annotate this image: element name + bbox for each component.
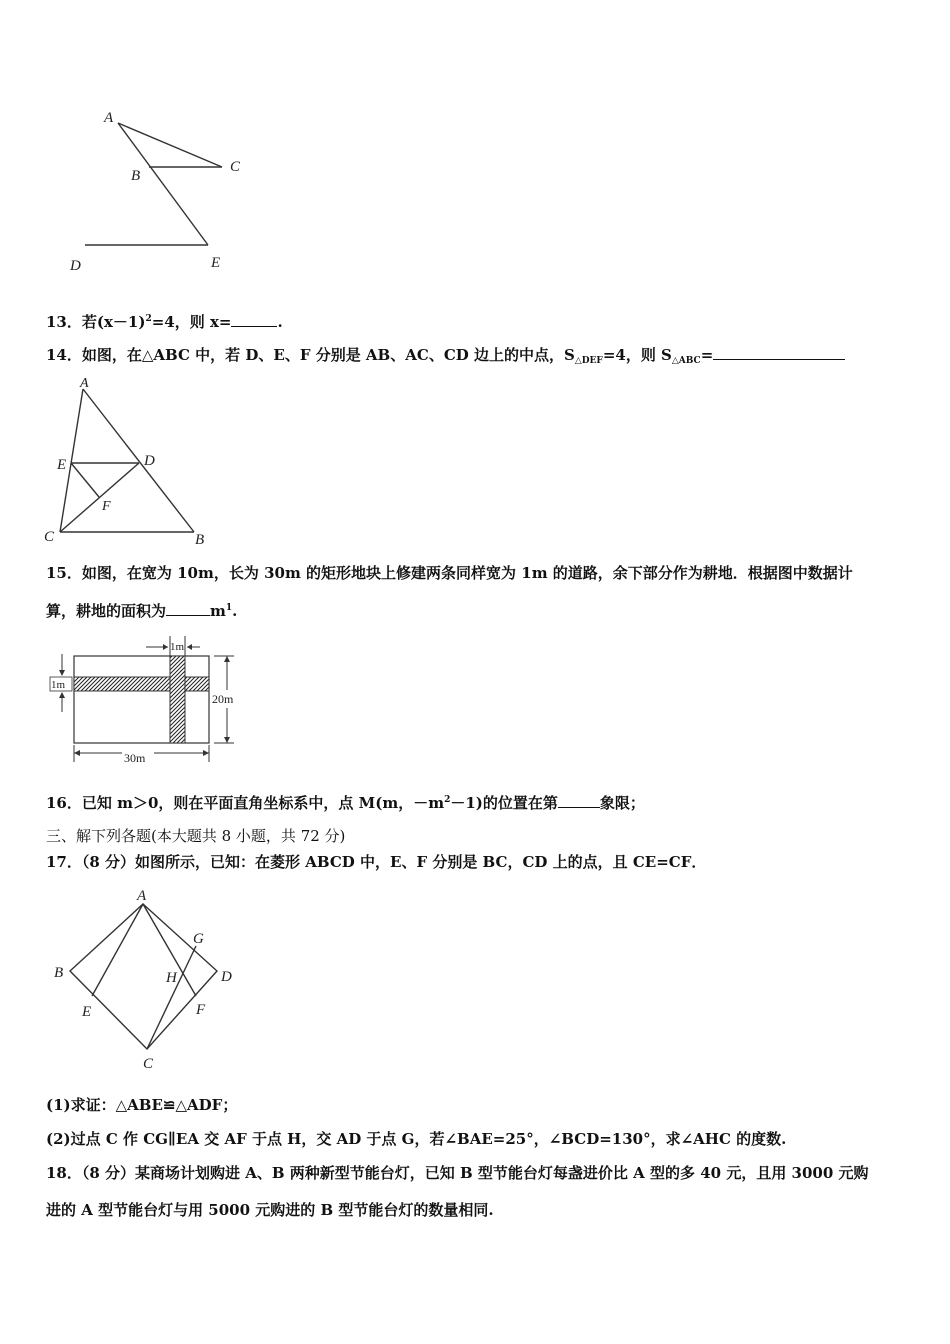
q14-sub-def: △DEF [574,356,603,366]
right-arrowhead-bottom [224,737,230,743]
q16-prefix: 16．已知 m＞0，则在平面直角坐标系中，点 M(m，－m [46,794,445,812]
top-arrowhead-right [187,644,192,650]
question-14 [46,345,845,365]
q14-text3: = [700,346,714,364]
figure-q14-svg [40,372,220,550]
label-E: E [211,255,221,271]
segment-CD [60,463,139,532]
q15-unit: m [210,602,226,620]
figure-q17 [50,884,250,1074]
q13-suffix: =4，则 x= [151,313,232,331]
q13-prefix: 13．若(x－1) [46,313,146,331]
q14-answer-blank [713,345,845,360]
horizontal-road [74,677,209,691]
question-13 [46,312,283,332]
q14-sub-abc: △ABC [671,356,701,366]
label-C: C [143,1056,154,1072]
label-G: G [193,931,204,947]
bottom-arrowhead-right [203,750,209,756]
segment-AB [83,389,194,532]
question-18-line2: 进的 A 型节能台灯与用 5000 元购进的 B 型节能台灯的数量相同. [46,1201,494,1219]
figure-q17-svg [50,884,250,1074]
label-A: A [104,110,114,126]
label-C: C [44,529,55,545]
segment-AE [92,904,143,996]
left-arrowhead-bottom [59,692,65,698]
label-F: F [102,499,111,514]
q13-answer-blank [231,312,277,327]
label-right-20m: 20m [212,692,234,706]
label-A: A [137,888,147,904]
question-16 [46,793,645,813]
label-D: D [70,258,81,274]
q16-middle: －1)的位置在第 [450,794,558,812]
question-17-part2: (2)过点 C 作 CG∥EA 交 AF 于点 H，交 AD 于点 G，若∠BAE=25°，∠BCD=130°，求∠AHC 的度数. [46,1130,787,1148]
q13-end: . [277,313,283,331]
figure-q12-svg [60,100,260,280]
top-arrowhead-left [163,644,168,650]
segment-CG [147,946,196,1049]
right-arrowhead-top [224,656,230,662]
label-D: D [221,969,232,985]
figure-q14 [40,372,220,550]
segment-EF [71,463,99,497]
figure-q15-svg [40,632,250,770]
label-top-1m: 1m [170,641,185,653]
q15-unit-exp: 1 [225,603,233,613]
question-18-line1: 18．（8 分）某商场计划购进 A、B 两种新型节能台灯，已知 B 型节能台灯每盏进价比 A 型的多 40 元，且用 3000 元购 [46,1164,869,1182]
q16-suffix: 象限； [599,794,645,812]
label-E: E [82,1004,92,1020]
q15-prefix: 算，耕地的面积为 [46,602,167,620]
section-3-title: 三、解下列各题(本大题共 8 小题，共 72 分) [46,827,346,845]
label-F: F [196,1002,206,1018]
bottom-arrowhead-left [74,750,80,756]
label-B: B [131,168,141,184]
rhombus-ABCD [70,904,217,1049]
label-D: D [144,453,155,469]
question-15-line2 [46,601,237,621]
vertical-road [170,656,185,743]
question-15-line1: 15．如图，在宽为 10m，长为 30m 的矩形地块上修建两条同样宽为 1m 的道路，余下部分作为耕地．根据图中数据计 [46,564,853,582]
label-B: B [54,965,64,981]
label-bottom-30m: 30m [124,751,146,765]
left-arrowhead-top [59,670,65,676]
q15-end: . [232,602,238,620]
field-rectangle [74,656,209,743]
label-H: H [166,970,177,986]
label-E: E [57,457,67,473]
label-A: A [80,376,89,391]
q14-text2: =4，则 S [602,346,672,364]
label-B: B [195,532,205,548]
figure-q12 [60,100,260,280]
label-left-1m: 1m [51,679,66,691]
q16-answer-blank [558,793,600,808]
q15-answer-blank [166,601,210,616]
q14-text1: 14．如图，在△ABC 中，若 D、E、F 分别是 AB、AC、CD 边上的中点，S [46,346,575,364]
figure-q15 [40,632,250,770]
question-17-line1: 17．（8 分）如图所示，已知：在菱形 ABCD 中，E、F 分别是 BC，CD 上的点，且 CE=CF． [46,853,707,871]
label-C: C [230,159,241,175]
q16-exponent: 2 [444,795,451,805]
q13-exponent: 2 [145,314,152,324]
question-17-part1: (1)求证：△ABE≌△ADF； [46,1096,238,1114]
